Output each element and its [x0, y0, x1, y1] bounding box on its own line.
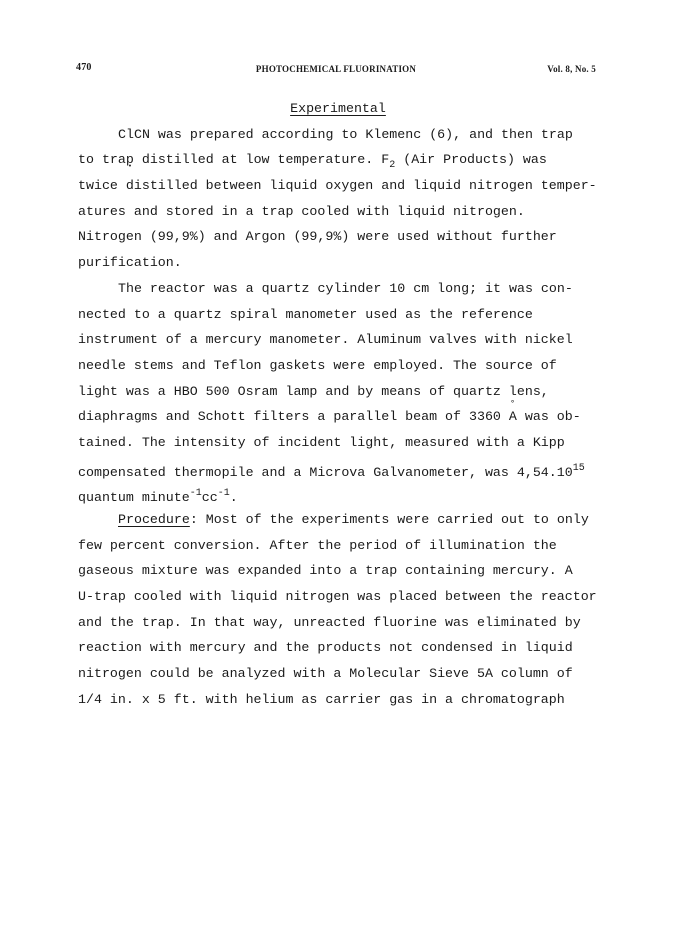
volume-info: Vol. 8, No. 5 — [547, 64, 596, 74]
angstrom-symbol: ° A — [509, 404, 517, 430]
text-line: compensated thermopile and a Microva Galvanometer, was 4,54.10$^{15}$ — [78, 462, 585, 480]
text-line: reaction with mercury and the products not condensed in liquid — [78, 640, 573, 656]
text-line: few percent conversion. After the period of illumination the — [78, 537, 557, 553]
text-line: atures and stored in a trap cooled with liquid nitrogen. — [78, 203, 525, 219]
text-line: diaphragms and Schott filters a parallel beam of 3360 ° A was ob- — [78, 404, 598, 430]
text-line: nected to a quartz spiral manometer used as the reference — [78, 306, 533, 322]
page-body — [78, 96, 598, 713]
text-line: quantum $minute^{-1}cc^{-1}$. — [78, 488, 238, 506]
procedure-label: Procedure — [118, 512, 190, 527]
text-line: twice distilled between liquid oxygen and liquid nitrogen temper- — [78, 178, 597, 194]
text-line: 1/4 in. x 5 ft. with helium as carrier gas in a chromatograph — [78, 691, 565, 707]
section-title — [78, 96, 598, 122]
text-line: Nitrogen (99,9%) and Argon (99,9%) were used without further — [78, 229, 557, 245]
text-line: purification. — [78, 255, 182, 271]
running-header — [76, 62, 596, 78]
text-line: tained. The intensity of incident light, measured with a Kipp — [78, 434, 565, 450]
page-number: 470 — [76, 62, 92, 73]
text-line: light was a HBO 500 Osram lamp and by means of quartz lens, — [78, 383, 549, 399]
text-line: U-trap cooled with liquid nitrogen was placed between the reactor — [78, 589, 597, 605]
text-line: Procedure: Most of the experiments were carried out to only — [118, 512, 589, 527]
text-line: to trap • distilled at low temperature. $F_2$ (Air Products) was — [78, 147, 598, 173]
text-line: nitrogen could be analyzed with a Molecular Sieve 5A column of — [78, 666, 573, 682]
text-line: The reactor was a quartz cylinder 10 cm long; it was con- — [118, 280, 573, 296]
text-line: ClCN was prepared according to Klemenc (6), and then trap — [118, 126, 573, 142]
paragraph-procedure — [78, 507, 598, 713]
section-title-text: Experimental — [290, 101, 386, 116]
text-line: and the trap. In that way, unreacted fluorine was eliminated by — [78, 614, 581, 630]
running-title: PHOTOCHEMICAL FLUORINATION — [255, 64, 417, 74]
paragraph-materials — [78, 122, 598, 276]
text-line: needle stems and Teflon gaskets were employed. The source of — [78, 357, 557, 373]
text-line: gaseous mixture was expanded into a trap containing mercury. A — [78, 563, 573, 579]
text-line: instrument of a mercury manometer. Aluminum valves with nickel — [78, 332, 573, 348]
paragraph-apparatus — [78, 276, 598, 507]
